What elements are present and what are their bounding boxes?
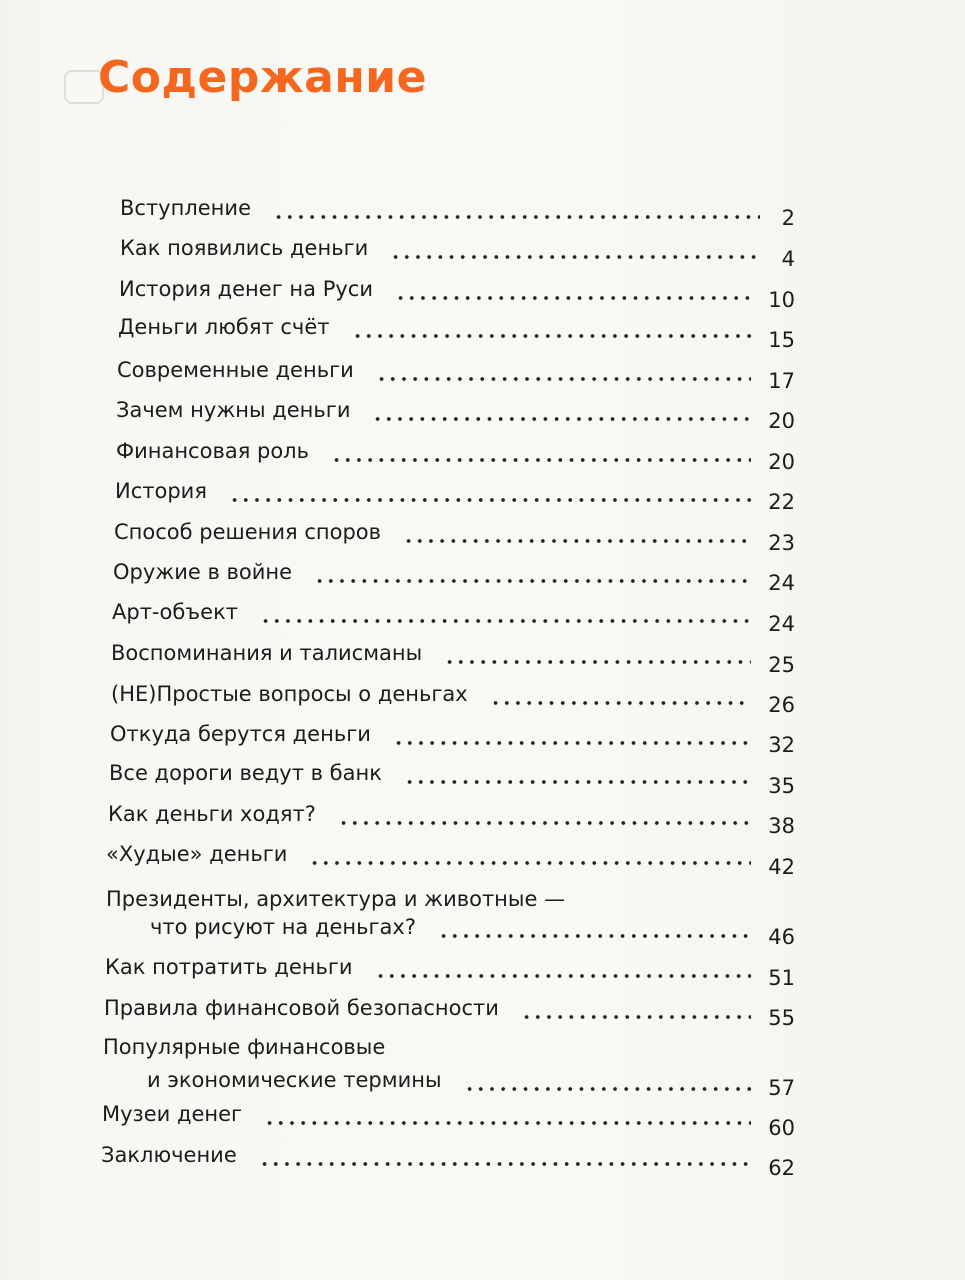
toc-dot-leader xyxy=(331,458,751,462)
toc-page-number: 20 xyxy=(768,409,795,433)
toc-page-number: 23 xyxy=(768,531,795,555)
toc-page-number: 10 xyxy=(768,288,795,312)
toc-page-number: 42 xyxy=(768,855,795,879)
toc-entry-title: Деньги любят счёт xyxy=(118,315,330,339)
toc-dot-leader xyxy=(444,660,751,664)
toc-page-number: 15 xyxy=(768,328,795,352)
toc-dot-leader xyxy=(521,1015,751,1019)
toc-dot-leader xyxy=(229,498,751,502)
toc-entry-title: Откуда берутся деньги xyxy=(110,722,371,746)
toc-page-number: 17 xyxy=(768,369,795,393)
toc-entry-title: Вступление xyxy=(120,196,251,220)
toc-entry-title: История денег на Руси xyxy=(119,277,373,301)
toc-dot-leader xyxy=(264,1121,751,1125)
toc-dot-leader xyxy=(352,334,752,338)
toc-entry-title: Арт-объект xyxy=(112,600,238,624)
toc-dot-leader xyxy=(393,741,751,745)
toc-page-number: 24 xyxy=(768,612,795,636)
toc-page-number: 60 xyxy=(768,1116,795,1140)
toc-entry-title: Зачем нужны деньги xyxy=(116,398,351,422)
toc-entry-title: Музеи денег xyxy=(102,1102,243,1126)
toc-entry-title: Президенты, архитектура и животные — xyxy=(106,887,566,911)
toc-dot-leader xyxy=(372,417,751,421)
toc-dot-leader xyxy=(490,701,751,705)
toc-entry-title: Современные деньги xyxy=(117,358,354,382)
toc-page-number: 25 xyxy=(768,653,795,677)
toc-dot-leader xyxy=(273,215,760,219)
toc-entry-title: Как потратить деньги xyxy=(105,955,353,979)
toc-entry-title: История xyxy=(115,479,207,503)
toc-entry-title-continued: что рисуют на деньгах? xyxy=(150,915,416,939)
toc-page-number: 46 xyxy=(768,925,795,949)
toc-entry-title: Воспоминания и талисманы xyxy=(111,641,423,665)
toc-page-number: 35 xyxy=(768,774,795,798)
toc-entry-title: Правила финансовой безопасности xyxy=(104,996,499,1020)
toc-dot-leader xyxy=(375,974,751,978)
toc-entry-title: Как деньги ходят? xyxy=(108,802,316,826)
toc-page-number: 51 xyxy=(768,966,795,990)
toc-entry-title: Заключение xyxy=(101,1143,237,1167)
toc-entry-title: Все дороги ведут в банк xyxy=(109,761,382,785)
toc-dot-leader xyxy=(390,255,760,259)
toc-dot-leader xyxy=(338,821,751,825)
toc-dot-leader xyxy=(404,780,751,784)
toc-page-number: 20 xyxy=(768,450,795,474)
toc-dot-leader xyxy=(395,296,751,300)
toc-entry-title-continued: и экономические термины xyxy=(147,1068,442,1092)
toc-dot-leader xyxy=(403,539,751,543)
toc-page-number: 38 xyxy=(768,814,795,838)
toc-entry-title: (НЕ)Простые вопросы о деньгах xyxy=(111,682,468,706)
toc-page-number: 4 xyxy=(781,247,795,271)
toc-entry-title: Способ решения споров xyxy=(114,520,382,544)
toc-page-number: 57 xyxy=(768,1076,795,1100)
toc-page-number: 62 xyxy=(768,1156,795,1180)
toc-dot-leader xyxy=(464,1087,751,1091)
toc-page-number: 55 xyxy=(768,1006,795,1030)
toc-dot-leader xyxy=(376,377,751,381)
toc-dot-leader xyxy=(314,579,751,583)
toc-entry-title: Финансовая роль xyxy=(116,439,309,463)
toc-entry-title: Оружие в войне xyxy=(113,560,293,584)
toc-page-number: 32 xyxy=(768,733,795,757)
toc-page-number: 22 xyxy=(768,490,795,514)
toc-page-number: 26 xyxy=(768,693,795,717)
toc-dot-leader xyxy=(260,619,751,623)
toc-entry-title: Популярные финансовые xyxy=(103,1035,386,1059)
toc-dot-leader xyxy=(309,861,751,865)
toc-entry-title: «Худые» деньги xyxy=(106,842,288,866)
toc-dot-leader xyxy=(438,934,751,938)
toc-page-number: 2 xyxy=(781,206,795,230)
page-title: Содержание xyxy=(98,52,427,103)
toc-page-number: 24 xyxy=(768,571,795,595)
toc-entry-title: Как появились деньги xyxy=(120,236,369,260)
toc-dot-leader xyxy=(259,1162,751,1166)
